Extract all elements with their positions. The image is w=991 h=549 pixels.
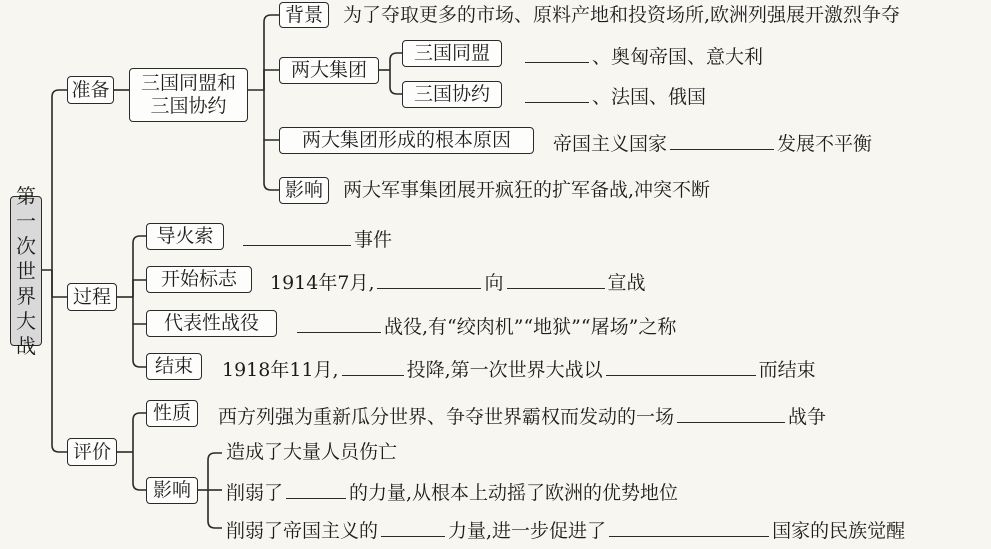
battle-text (294, 312, 676, 339)
evaluation-node: 评价 (67, 438, 117, 466)
start-text (270, 268, 646, 295)
fuse-text (240, 225, 392, 252)
root-char: 次 (16, 233, 36, 258)
root-char: 界 (16, 283, 36, 308)
nature-text (218, 402, 826, 429)
root-char: 战 (16, 333, 36, 358)
answer-blank[interactable] (670, 129, 774, 150)
end-post: 而结束 (758, 359, 816, 381)
alliance-entente-line2: 三国协约 (150, 95, 227, 117)
start-mid: 向 (484, 272, 504, 294)
answer-blank[interactable] (677, 402, 785, 423)
root-cause-pre: 帝国主义国家 (553, 133, 668, 155)
root-char: 大 (16, 308, 36, 333)
root-node (10, 183, 42, 358)
impact2-post: 的力量,从根本上动摇了欧洲的优势地位 (349, 482, 679, 504)
impact2-pre: 削弱了 (226, 482, 284, 504)
evaluation-impact-node: 影响 (146, 477, 198, 504)
triple-entente-text (522, 82, 706, 109)
start-pre: 1914年7月, (270, 272, 375, 294)
nature-post: 战争 (788, 406, 827, 428)
battle-suffix: 战役,有“绞肉机”“地狱”“屠场”之称 (384, 316, 677, 338)
prep-impact-text: 两大军事集团展开疯狂的扩军备战,冲突不断 (343, 179, 711, 201)
triple-alliance-node: 三国同盟 (402, 40, 502, 67)
fuse-suffix: 事件 (354, 229, 393, 251)
end-node: 结束 (146, 353, 202, 380)
impact-item (226, 516, 905, 543)
root-cause-node: 两大集团形成的根本原因 (279, 127, 534, 154)
prep-node: 准备 (67, 76, 114, 104)
triple-entente-node: 三国协约 (402, 81, 502, 108)
root-cause-text (553, 129, 872, 156)
answer-blank[interactable] (381, 516, 445, 537)
alliance-entente-node (129, 68, 248, 122)
process-node: 过程 (67, 283, 117, 311)
background-node: 背景 (279, 2, 329, 28)
root-char: 世 (16, 258, 36, 283)
answer-blank[interactable] (297, 312, 381, 333)
answer-blank[interactable] (286, 478, 346, 499)
impact3-post: 国家的民族觉醒 (772, 520, 906, 542)
impact-item: 造成了大量人员伤亡 (226, 441, 398, 463)
start-node: 开始标志 (146, 266, 252, 293)
triple-alliance-members: 、奥匈帝国、意大利 (592, 46, 764, 68)
nature-pre: 西方列强为重新瓜分世界、争夺世界霸权而发动的一场 (218, 406, 675, 428)
end-mid: 投降,第一次世界大战以 (406, 359, 603, 381)
answer-blank[interactable] (525, 82, 589, 103)
nature-node: 性质 (146, 400, 198, 427)
answer-blank[interactable] (507, 268, 605, 289)
answer-blank[interactable] (606, 355, 756, 376)
triple-entente-members: 、法国、俄国 (592, 86, 707, 108)
start-post: 宣战 (607, 272, 646, 294)
blocs-node: 两大集团 (279, 57, 379, 84)
impact3-pre: 削弱了帝国主义的 (226, 520, 379, 542)
triple-alliance-text (522, 42, 763, 69)
answer-blank[interactable] (609, 516, 769, 537)
impact-item (226, 478, 678, 505)
end-text (222, 355, 816, 382)
background-text: 为了夺取更多的市场、原料产地和投资场所,欧洲列强展开激烈争夺 (343, 4, 901, 26)
answer-blank[interactable] (377, 268, 481, 289)
impact3-mid: 力量,进一步促进了 (448, 520, 607, 542)
root-char: 一 (16, 208, 36, 233)
battle-node: 代表性战役 (146, 310, 277, 337)
fuse-node: 导火索 (146, 223, 224, 250)
root-cause-post: 发展不平衡 (777, 133, 873, 155)
root-char: 第 (16, 183, 36, 208)
end-pre: 1918年11月, (222, 359, 339, 381)
answer-blank[interactable] (525, 42, 589, 63)
alliance-entente-line1: 三国同盟和 (140, 72, 236, 94)
prep-impact-node: 影响 (279, 177, 329, 204)
answer-blank[interactable] (342, 355, 404, 376)
answer-blank[interactable] (243, 225, 351, 246)
